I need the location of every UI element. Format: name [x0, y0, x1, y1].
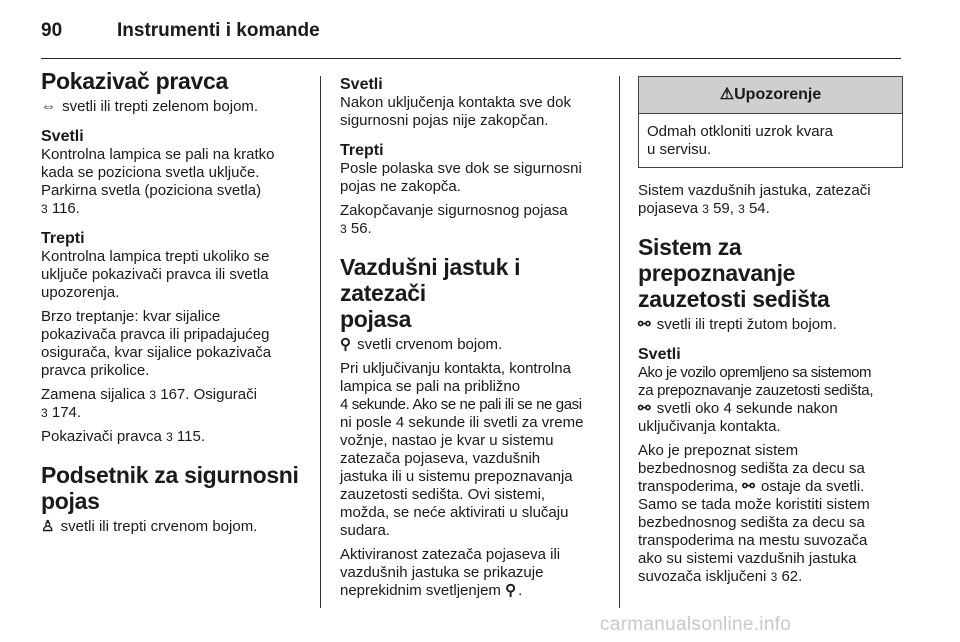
heading-turn-signal: Pokazivač pravca	[41, 68, 228, 94]
occupant-detection-icon: ⚯	[742, 478, 755, 495]
page-number: 90	[41, 20, 63, 41]
section-title: Instrumenti i komande	[117, 20, 320, 41]
reference-arrow-icon: 3	[149, 388, 157, 402]
column-2	[340, 68, 605, 606]
occupant-detection-icon: ⚯	[638, 400, 651, 417]
warning-header	[639, 77, 902, 114]
subheading-trepti: Trepti	[340, 142, 384, 159]
zamena-text: Zamena sijalica 3 167. Osigurači 3 174.	[41, 386, 257, 421]
reference-arrow-icon: 3	[702, 202, 709, 216]
subheading-svetli: Svetli	[638, 346, 681, 363]
reference-arrow-icon: 3	[738, 202, 745, 216]
watermark: carmanualsonline.info	[600, 614, 792, 635]
pokazivaci-text: Pokazivači pravca 3 115.	[41, 428, 206, 445]
subheading-svetli: Svetli	[340, 76, 383, 93]
warning-triangle-icon: ⚠	[719, 86, 735, 103]
warning-title: Upozorenje	[734, 86, 822, 103]
column-divider	[619, 76, 620, 608]
reference-arrow-icon: 3	[340, 222, 347, 236]
turn-intro: ⇔ svetli ili trepti zelenom bojom.	[41, 98, 259, 115]
aktiviranost-text: Aktiviranost zatezača pojaseva ili vazdušnih jastuka se prikazuje neprekidnim svetljenjem ⚲ .	[340, 546, 561, 599]
svetli-text: Kontrolna lampica se pali na kratko kada se poziciona svetla uključe. Parkirna svetla (poziciona svetla) 3 116.	[41, 146, 275, 217]
svetli-text: Ako je vozilo opremljeno sa sistemom za prepoznavanje zauzetosti sedišta, ⚯ svetli oko 4 sekunde nakon uključivanja kontakta.	[638, 364, 874, 435]
reference-arrow-icon: 3	[166, 430, 173, 444]
zakopcavanje-text: Zakopčavanje sigurnosnog pojasa 3 56.	[340, 202, 568, 237]
trepti-text: Kontrolna lampica trepti ukoliko se uključe pokazivači pravca ili svetla upozorenja.	[41, 248, 270, 301]
brzo-text: Brzo treptanje: kvar sijalice pokazivača pravca ili pripadajućeg osigurača, kvar sijalice pokazivača pravca prikolice.	[41, 308, 272, 379]
reference-arrow-icon: 3	[41, 202, 48, 216]
heading-seatbelt-reminder: Podsetnik za sigurnosni pojas	[41, 462, 299, 514]
airbag-paragraph: Pri uključivanju kontakta, kontrolna lampica se pali na približno 4 sekunde. Ako se ne pali ili se ne gasi ni posle 4 sekunde ili svetli za vreme vožnje, nastao je kvar u sistemu zatezača pojaseva, vazdušnih jastuka ili u sistemu prepoznavanja zauzetosti sedišta. Ovi sistemi, možda, se neće aktivirati u slučaju sudara.	[340, 360, 584, 539]
airbag-icon: ⚲	[340, 336, 351, 353]
seatbelt-icon: ♙	[41, 518, 55, 535]
occupant-detection-icon: ⚯	[638, 316, 651, 333]
subheading-svetli: Svetli	[41, 128, 84, 145]
column-1	[41, 68, 303, 542]
heading-airbag: Vazdušni jastuk i zatezači pojasa	[340, 254, 521, 332]
turn-signal-icon: ⇔	[41, 98, 56, 115]
reference-arrow-icon: 3	[770, 570, 778, 584]
column-divider	[320, 76, 321, 608]
warning-box	[638, 76, 903, 168]
warning-body: Odmah otkloniti uzrok kvara u servisu.	[647, 123, 833, 158]
subheading-trepti: Trepti	[41, 230, 85, 247]
trepti-text: Posle polaska sve dok se sigurnosni pojas ne zakopča.	[340, 160, 582, 195]
system-reference: Sistem vazdušnih jastuka, zatezači pojaseva 3 59, 3 54.	[638, 182, 871, 217]
airbag-icon: ⚲	[505, 582, 517, 599]
svetli-text: Nakon uključenja kontakta sve dok sigurnosni pojas nije zakopčan.	[340, 94, 571, 129]
header-rule	[41, 58, 901, 59]
column-3	[638, 68, 903, 592]
belt-intro: ♙ svetli ili trepti crvenom bojom.	[41, 518, 258, 535]
page-header	[41, 8, 901, 58]
prepoznat-text: Ako je prepoznat sistem bezbednosnog sedišta za decu sa transpoderima, ⚯ ostaje da svetli. Samo se tada može koristiti sistem bezbednosnog sedišta za decu sa transpoderima na mestu suvozača ako su sistemi vazdušnih jastuka suvozača isključeni 3 62.	[638, 442, 870, 585]
reference-arrow-icon: 3	[41, 406, 48, 420]
occupant-intro: ⚯ svetli ili trepti žutom bojom.	[638, 316, 837, 333]
heading-occupant-detection: Sistem za prepoznavanje zauzetosti sedišta	[638, 234, 830, 312]
airbag-intro: ⚲ svetli crvenom bojom.	[340, 336, 503, 353]
